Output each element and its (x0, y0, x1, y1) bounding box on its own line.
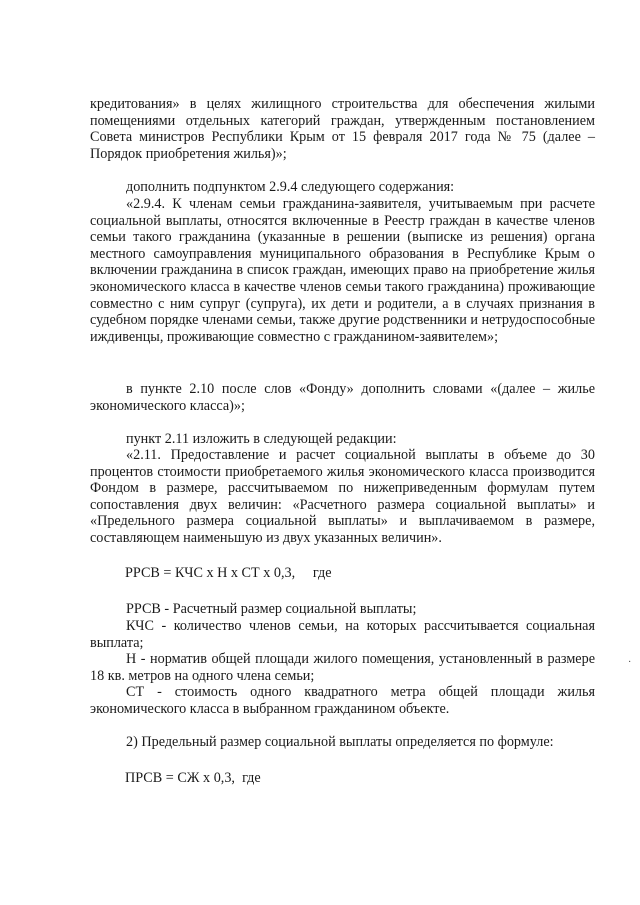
paragraph-2-9-4: «2.9.4. К членам семьи гражданина-заявителя, учитываемым при расчете социальной выплаты, относятся включенные в Реестр граждан в качестве членов семьи такого гражданина (указанные в решении (выписке из решения) органа местного самоуправления муниципального образования в Республике Крым о включении гражданина в список граждан, имеющих право на приобретение жилья экономического класса в качестве членов семьи такого гражданина) проживающие совместно с ним супруг (супруга), их дети и родители, а в случаях признания в судебном порядке членами семьи, также другие родственники и нетрудоспособные иждивенцы, проживающие совместно с гражданином-заявителем»; (90, 196, 595, 345)
paragraph-limit-size: 2) Предельный размер социальной выплаты определяется по формуле: (126, 734, 554, 750)
formula-prsv-2: ПРСВ = СЖ х 0,3, где (125, 770, 261, 786)
paragraph-2-11: «2.11. Предоставление и расчет социальной выплаты в объеме до 30 процентов стоимости приобретаемого жилья экономического класса производится Фондом в размере, рассчитываемом по нижеприведенным формулам путем сопоставления двух величин: «Расчетного размера социальной выплаты» и «Предельного размера социальной выплаты» и выплачиваемом в размере, составляющем наименьшую из двух указанных величин». (90, 447, 595, 546)
paragraph-1: кредитования» в целях жилищного строительства для обеспечения жилыми помещениями отдельных категорий граждан, утвержденным постановлением Совета министров Республики Крым от 15 февраля 2017 года № 75 (далее – Порядок приобретения жилья)»; (90, 96, 595, 162)
scan-speck: · (628, 657, 632, 668)
paragraph-2-11-intro: пункт 2.11 изложить в следующей редакции: (126, 431, 397, 447)
definition-rrsv: РРСВ - Расчетный размер социальной выплаты; (126, 601, 417, 617)
formula-prsv-1: РРСВ = КЧС х Н х СТ х 0,3, где (125, 565, 332, 581)
definition-n: Н - норматив общей площади жилого помещения, установленный в размере 18 кв. метров на одного члена семьи; (90, 651, 595, 684)
definition-st: СТ - стоимость одного квадратного метра общей площади жилья экономического класса в выбранном гражданином объекте. (90, 684, 595, 717)
paragraph-2: дополнить подпунктом 2.9.4 следующего содержания: (126, 179, 455, 195)
definition-kchs: КЧС - количество членов семьи, на которых рассчитывается социальная выплата; (90, 618, 595, 651)
paragraph-2-10: в пункте 2.10 после слов «Фонду» дополнить словами «(далее – жилье экономического класса)»; (90, 381, 595, 414)
